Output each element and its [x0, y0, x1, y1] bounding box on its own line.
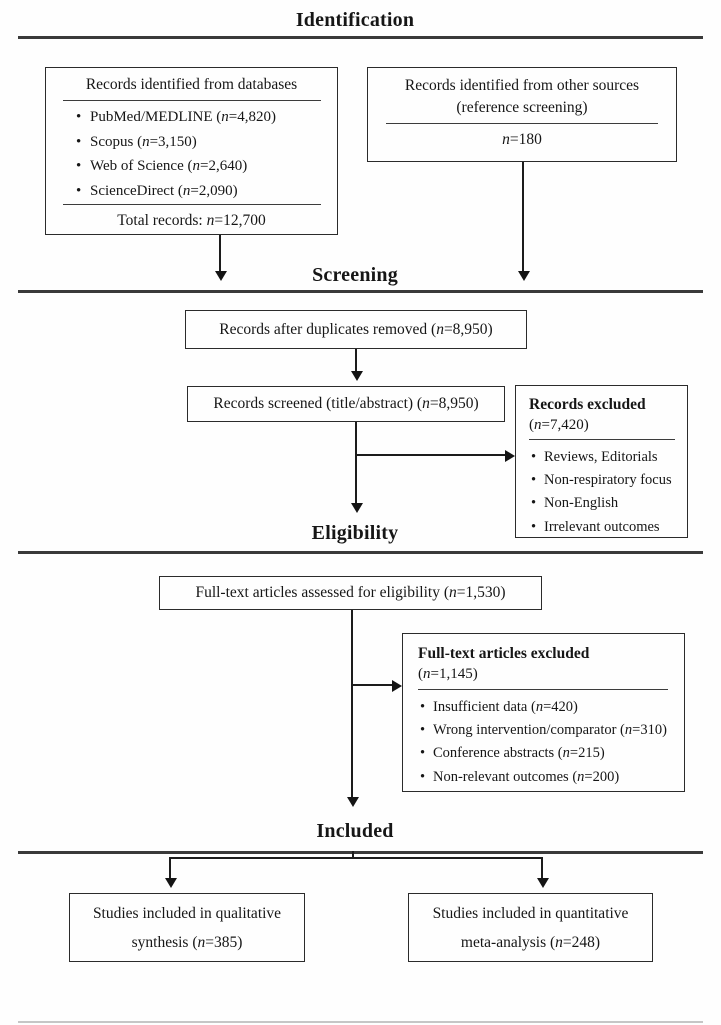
box-fulltext-excluded-count: (n=1,145)	[418, 666, 478, 682]
database-item: • Scopus (n=3,150)	[76, 130, 337, 155]
database-item: • ScienceDirect (n=2,090)	[76, 179, 337, 204]
exclusion-reason-item: • Irrelevant outcomes	[531, 516, 679, 539]
box-quantitative-meta-analysis	[408, 893, 653, 962]
connector-duplicates-down	[355, 349, 357, 372]
database-list	[46, 105, 337, 203]
arrowhead-right-icon	[392, 680, 402, 692]
box-duplicates-removed-label: Records after duplicates removed (n=8,950)	[219, 320, 493, 338]
inner-separator	[63, 204, 321, 205]
bottom-border-line	[18, 1021, 703, 1023]
stage-label-eligibility: Eligibility	[311, 522, 399, 544]
inner-separator	[418, 689, 668, 690]
arrowhead-down-icon	[351, 371, 363, 381]
exclusion-reason-item: • Wrong intervention/comparator (n=310)	[420, 719, 676, 742]
box-records-screened	[187, 386, 505, 422]
connector-screened-down	[355, 422, 357, 504]
box-other-sources-title-line1: Records identified from other sources	[404, 77, 640, 94]
exclusion-reason-item: • Non-relevant outcomes (n=200)	[420, 766, 676, 789]
section-divider-eligibility	[18, 551, 703, 554]
box-duplicates-removed	[185, 310, 527, 349]
box-records-excluded-count: (n=7,420)	[529, 417, 589, 433]
database-item: • PubMed/MEDLINE (n=4,820)	[76, 105, 337, 130]
box-records-excluded	[515, 385, 688, 538]
arrowhead-right-icon	[505, 450, 515, 462]
database-item: • Web of Science (n=2,640)	[76, 154, 337, 179]
box-records-screened-label: Records screened (title/abstract) (n=8,950)	[213, 395, 479, 412]
inner-separator	[529, 439, 675, 440]
total-records-line: Total records: n=12,700	[117, 212, 266, 230]
box-other-sources-title-line2: (reference screening)	[456, 98, 588, 116]
exclusion-reason-item: • Insufficient data (n=420)	[420, 696, 676, 719]
exclusion-reason-item: • Non-English	[531, 492, 679, 515]
box-qualitative-synthesis	[69, 893, 305, 962]
exclusion-reason-item: • Reviews, Editorials	[531, 446, 679, 469]
connector-fulltext-to-excluded	[352, 684, 392, 686]
box-fulltext-excluded-title: Full-text articles excluded	[418, 645, 590, 662]
connector-screened-to-excluded	[356, 454, 506, 456]
connector-included-branch	[169, 857, 543, 859]
box-qualitative-line1: Studies included in qualitative	[92, 904, 282, 922]
section-divider-identification	[18, 36, 703, 39]
box-fulltext-assessed	[159, 576, 542, 610]
box-quantitative-line2: meta-analysis (n=248)	[460, 933, 601, 951]
box-records-excluded-title: Records excluded	[529, 396, 646, 413]
fulltext-exclusion-reason-list	[418, 696, 676, 789]
connector-fulltext-down	[351, 610, 353, 798]
arrowhead-down-icon	[351, 503, 363, 513]
section-divider-screening	[18, 290, 703, 293]
connector-quantitative-down	[541, 858, 543, 879]
box-records-databases-title: Records identified from databases	[85, 76, 298, 93]
box-records-databases	[45, 67, 338, 235]
inner-separator	[63, 100, 321, 101]
connector-other-sources-down	[522, 162, 524, 271]
box-fulltext-assessed-label: Full-text articles assessed for eligibility (n=1,530)	[195, 584, 506, 601]
section-divider-included	[18, 851, 703, 854]
exclusion-reason-item: • Conference abstracts (n=215)	[420, 742, 676, 765]
arrowhead-down-icon	[165, 878, 177, 888]
stage-label-included: Included	[316, 820, 394, 842]
box-fulltext-excluded	[402, 633, 685, 792]
arrowhead-down-icon	[537, 878, 549, 888]
connector-qualitative-down	[169, 858, 171, 879]
box-quantitative-line1: Studies included in quantitative	[432, 904, 629, 922]
inner-separator	[386, 123, 658, 124]
stage-label-screening: Screening	[312, 264, 398, 286]
box-other-sources	[367, 67, 677, 162]
arrowhead-down-icon	[347, 797, 359, 807]
box-qualitative-line2: synthesis (n=385)	[131, 933, 243, 951]
stage-label-identification: Identification	[295, 9, 415, 31]
exclusion-reason-item: • Non-respiratory focus	[531, 469, 679, 492]
other-sources-count: n=180	[502, 131, 542, 148]
